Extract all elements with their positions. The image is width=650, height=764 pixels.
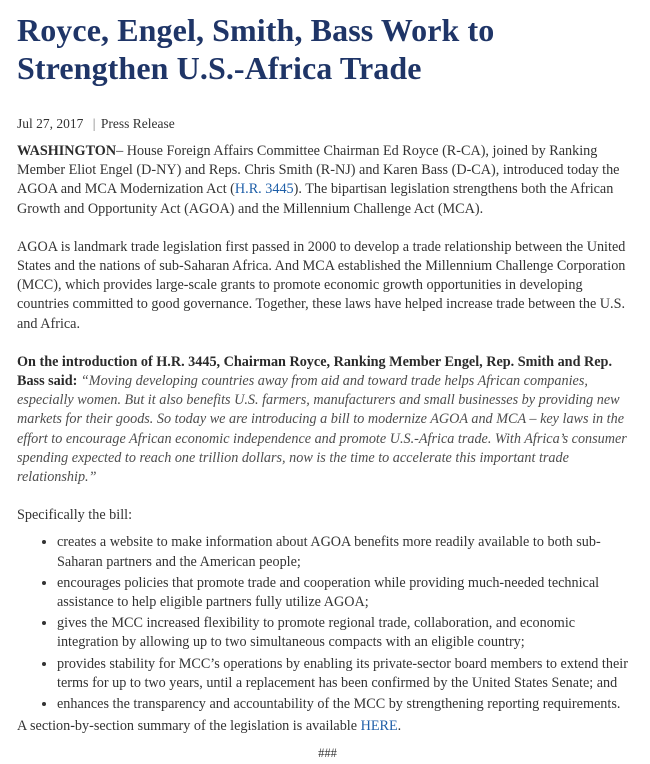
bill-link[interactable]: H.R. 3445 [234,181,294,198]
end-mark: ### [318,746,337,761]
dateline: WASHINGTON [17,143,117,159]
intro-text: House Foreign Affairs Committee Chairman Ed Royce (R-CA), joined by Ranking Member Eliot Engel (D-NY) and Reps. Chris Smith (R-NJ) and Karen Bass (D-CA), introduced today the AGOA and MCA Modernization Act ( [17,143,620,198]
background-paragraph: AGOA is landmark trade legislation first passed in 2000 to develop a trade relationship between the United States and the nations of sub-Saharan Africa. And MCA established the Millennium Challenge Corporation (MCC), which provides large-scale grants to promote economic growth opportunities in developing countries committed to good governance. Together, these laws have helped increase trade between the U.S. and Africa. [17,238,626,332]
summary-paragraph [17,717,638,736]
release-category: Press Release [100,116,175,131]
summary-period: . [397,718,402,735]
list-item: • enhances the transparency and accountability of the MCC by strengthening reporting requirements. [57,695,638,714]
list-item: • gives the MCC increased flexibility to promote regional trade, collaboration, and economic integration by allowing up to two simultaneous compacts with an eligible country; [57,614,638,652]
release-date: Jul 27, 2017 [17,116,84,131]
summary-text: A section-by-section summary of the legislation is available [17,718,361,735]
statement-lead: On the introduction of H.R. 3445, Chairman Royce, Ranking Member Engel, Rep. Smith and Rep. Bass said: [17,353,612,390]
list-item: • encourages policies that promote trade and cooperation while providing much-needed technical assistance to help eligible partners fully utilize AGOA; [57,574,638,612]
summary-link[interactable]: HERE [360,718,398,735]
meta-separator: | [92,116,96,131]
statement-quote: “Moving developing countries away from aid and toward trade helps African companies, especially women. But it also benefits U.S. farmers, manufacturers and small businesses by providing new markets for their goods. So today we are introducing a bill to modernize AGOA and MCA – key laws in the effort to encourage African economic independence and promote U.S.-Africa trade. With Africa’s consumer spending expected to reach one trillion dollars, now is the time to accelerate this important trade relationship.” [17,373,627,486]
intro-text-continued: ). The bipartisan legislation strengthens both the African Growth and Opportunity Act (AGOA) and the Millennium Challenge Act (MCA). [17,181,614,217]
dateline-dash: – [116,143,124,159]
list-item: • provides stability for MCC’s operations by enabling its private-sector board members to extend their terms for up to two years, until a replacement has been confirmed by the United States Senate; and [57,655,638,693]
bill-intro-line: Specifically the bill: [17,507,133,524]
list-item: • creates a website to make information about AGOA benefits more readily available to both sub-Saharan partners and the American people; [57,533,638,571]
release-meta [17,115,638,133]
bill-provisions-list [17,533,638,714]
page-title: Royce, Engel, Smith, Bass Work to Strengthen U.S.-Africa Trade [17,12,495,86]
intro-paragraph [17,142,638,219]
statement-paragraph [17,353,638,487]
